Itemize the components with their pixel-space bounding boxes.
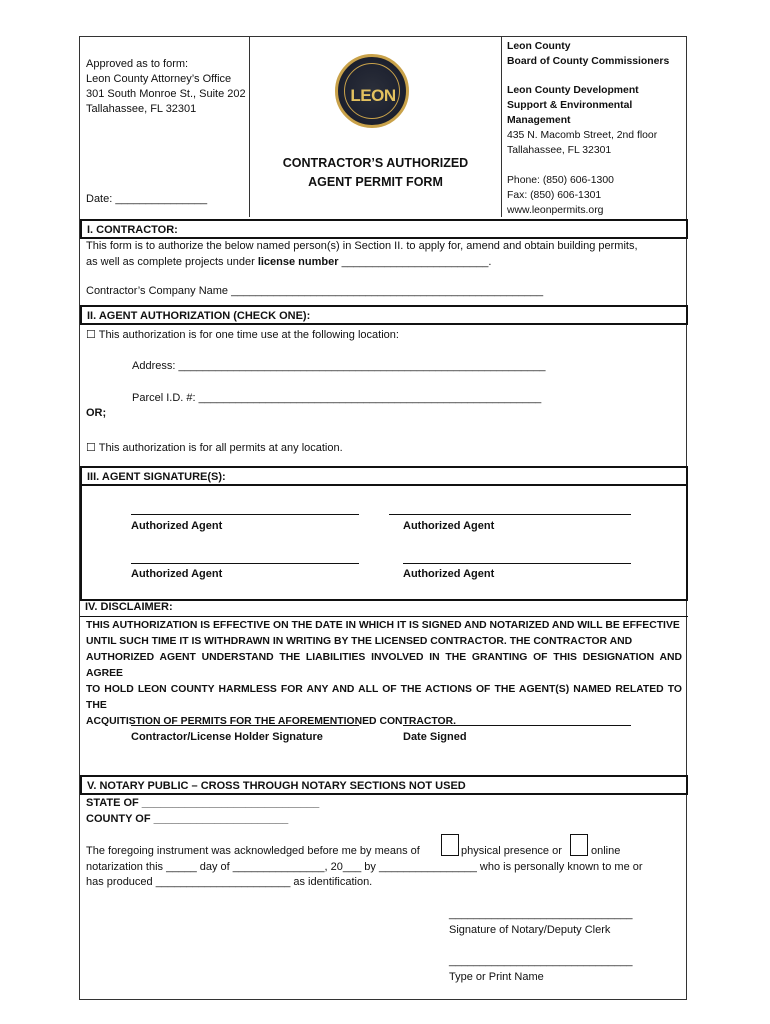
- fax: Fax: (850) 606-1301: [507, 190, 602, 201]
- form-title: [250, 154, 501, 192]
- section-2-header: [80, 305, 688, 325]
- county-line: Board of County Commissioners: [507, 56, 670, 67]
- or-label: OR;: [86, 407, 107, 419]
- phone: Phone: (850) 606-1300: [507, 175, 614, 186]
- online-checkbox[interactable]: [570, 834, 588, 856]
- date-signed-label: Date Signed: [403, 731, 467, 743]
- disclaimer-line: ACQUITISTION OF PERMITS FOR THE AFOREMENTIONED CONTRACTOR.: [86, 716, 457, 727]
- address-line: 435 N. Macomb Street, 2nd floor: [507, 130, 658, 141]
- disclaimer-text: [86, 618, 682, 730]
- state-field[interactable]: STATE OF _____________________________: [86, 797, 320, 809]
- print-name-label: Type or Print Name: [449, 971, 544, 983]
- approval-line: Approved as to form:: [86, 58, 189, 70]
- print-name-line[interactable]: ______________________________: [449, 955, 633, 967]
- seal-ring: [344, 63, 400, 119]
- disclaimer-line: AUTHORIZED AGENT UNDERSTAND THE LIABILITIES INVOLVED IN THE GRANTING OF THIS DESIGNATION AND AGREE: [86, 652, 682, 679]
- agent-label: Authorized Agent: [403, 520, 495, 532]
- section-1-text-2: [86, 255, 491, 270]
- all-permits-checkbox[interactable]: ☐ This authorization is for all permits at any location.: [86, 442, 343, 454]
- title-line: AGENT PERMIT FORM: [308, 175, 443, 189]
- approval-line: Leon County Attorney’s Office: [86, 73, 232, 85]
- dept-line: Management: [507, 115, 571, 126]
- approval-line: 301 South Monroe St., Suite 202: [86, 88, 246, 100]
- county-info-block: [501, 37, 688, 217]
- disclaimer-line: UNTIL SUCH TIME IT IS WITHDRAWN IN WRITING BY THE LICENSED CONTRACTOR. THE CONTRACTOR AND: [86, 636, 633, 647]
- notary-signature-line[interactable]: ______________________________: [449, 908, 633, 920]
- agent-label: Authorized Agent: [131, 568, 223, 580]
- agent-signature-line[interactable]: [131, 563, 359, 564]
- dept-line: Support & Environmental: [507, 100, 633, 111]
- holder-signature-label: Contractor/License Holder Signature: [131, 731, 323, 743]
- license-number-field[interactable]: ________________________.: [338, 256, 492, 268]
- disclaimer-line: TO HOLD LEON COUNTY HARMLESS FOR ANY AND ALL OF THE ACTIONS OF THE AGENT(S) NAMED RELATED TO THE: [86, 684, 682, 711]
- notary-signature-label: Signature of Notary/Deputy Clerk: [449, 924, 611, 936]
- one-time-checkbox[interactable]: ☐ This authorization is for one time use at the following location:: [86, 329, 399, 341]
- section-5-title: V. NOTARY PUBLIC – CROSS THROUGH NOTARY SECTIONS NOT USED: [87, 780, 466, 792]
- section-2-title: II. AGENT AUTHORIZATION (CHECK ONE):: [87, 310, 311, 322]
- dept-line: Leon County Development: [507, 85, 639, 96]
- license-number-label: license number: [257, 256, 339, 268]
- parcel-id-field[interactable]: Parcel I.D. #: ________________________________________________________: [132, 392, 542, 404]
- agent-signature-line[interactable]: [131, 514, 359, 515]
- section-4-header: [80, 599, 688, 617]
- section-1-text: This form is to authorize the below named person(s) in Section II. to apply for, amend and obtain building permits,: [86, 240, 638, 252]
- text-part: as well as complete projects under: [86, 256, 258, 268]
- date-field[interactable]: Date: _______________: [86, 193, 208, 205]
- section-1-header: [80, 219, 688, 239]
- section-1-title: I. CONTRACTOR:: [87, 224, 178, 236]
- identification-field[interactable]: has produced ______________________ as identification.: [86, 876, 373, 888]
- section-5-header: [80, 775, 688, 795]
- holder-signature-line[interactable]: [131, 725, 359, 726]
- disclaimer-line: THIS AUTHORIZATION IS EFFECTIVE ON THE DATE IN WHICH IT IS SIGNED AND NOTARIZED AND WILL BE EFFECTIVE: [86, 620, 680, 631]
- county-field[interactable]: COUNTY OF ______________________: [86, 813, 289, 825]
- approval-block: [80, 37, 250, 217]
- agent-label: Authorized Agent: [403, 568, 495, 580]
- physical-presence-label: physical presence or: [461, 845, 562, 857]
- approval-line: Tallahassee, FL 32301: [86, 103, 197, 115]
- address-field[interactable]: Address: ____________________________________________________________: [132, 360, 546, 372]
- ack-text: The foregoing instrument was acknowledged before me by means of: [86, 845, 420, 857]
- agent-signature-line[interactable]: [389, 514, 631, 515]
- physical-presence-checkbox[interactable]: [441, 834, 459, 856]
- section-4-title: IV. DISCLAIMER:: [85, 601, 173, 613]
- agent-signature-box: [80, 484, 688, 601]
- title-line: CONTRACTOR’S AUTHORIZED: [282, 156, 469, 170]
- date-signed-line[interactable]: [403, 725, 631, 726]
- seal-text: LEON: [350, 86, 396, 105]
- agent-signature-line[interactable]: [403, 563, 631, 564]
- agent-label: Authorized Agent: [131, 520, 223, 532]
- permit-form: [79, 36, 687, 1000]
- company-name-field[interactable]: Contractor’s Company Name ___________________________________________________: [86, 285, 544, 297]
- website-link[interactable]: www.leonpermits.org: [507, 205, 604, 216]
- section-3-title: III. AGENT SIGNATURE(S):: [87, 471, 226, 483]
- county-line: Leon County: [507, 41, 571, 52]
- address-line: Tallahassee, FL 32301: [507, 145, 612, 156]
- notarization-date-field[interactable]: notarization this _____ day of _______________, 20___ by ________________ who is personally known to me or: [86, 861, 643, 873]
- county-seal-logo: [335, 54, 409, 128]
- section-3-header: [80, 466, 688, 486]
- online-label: online: [591, 845, 621, 857]
